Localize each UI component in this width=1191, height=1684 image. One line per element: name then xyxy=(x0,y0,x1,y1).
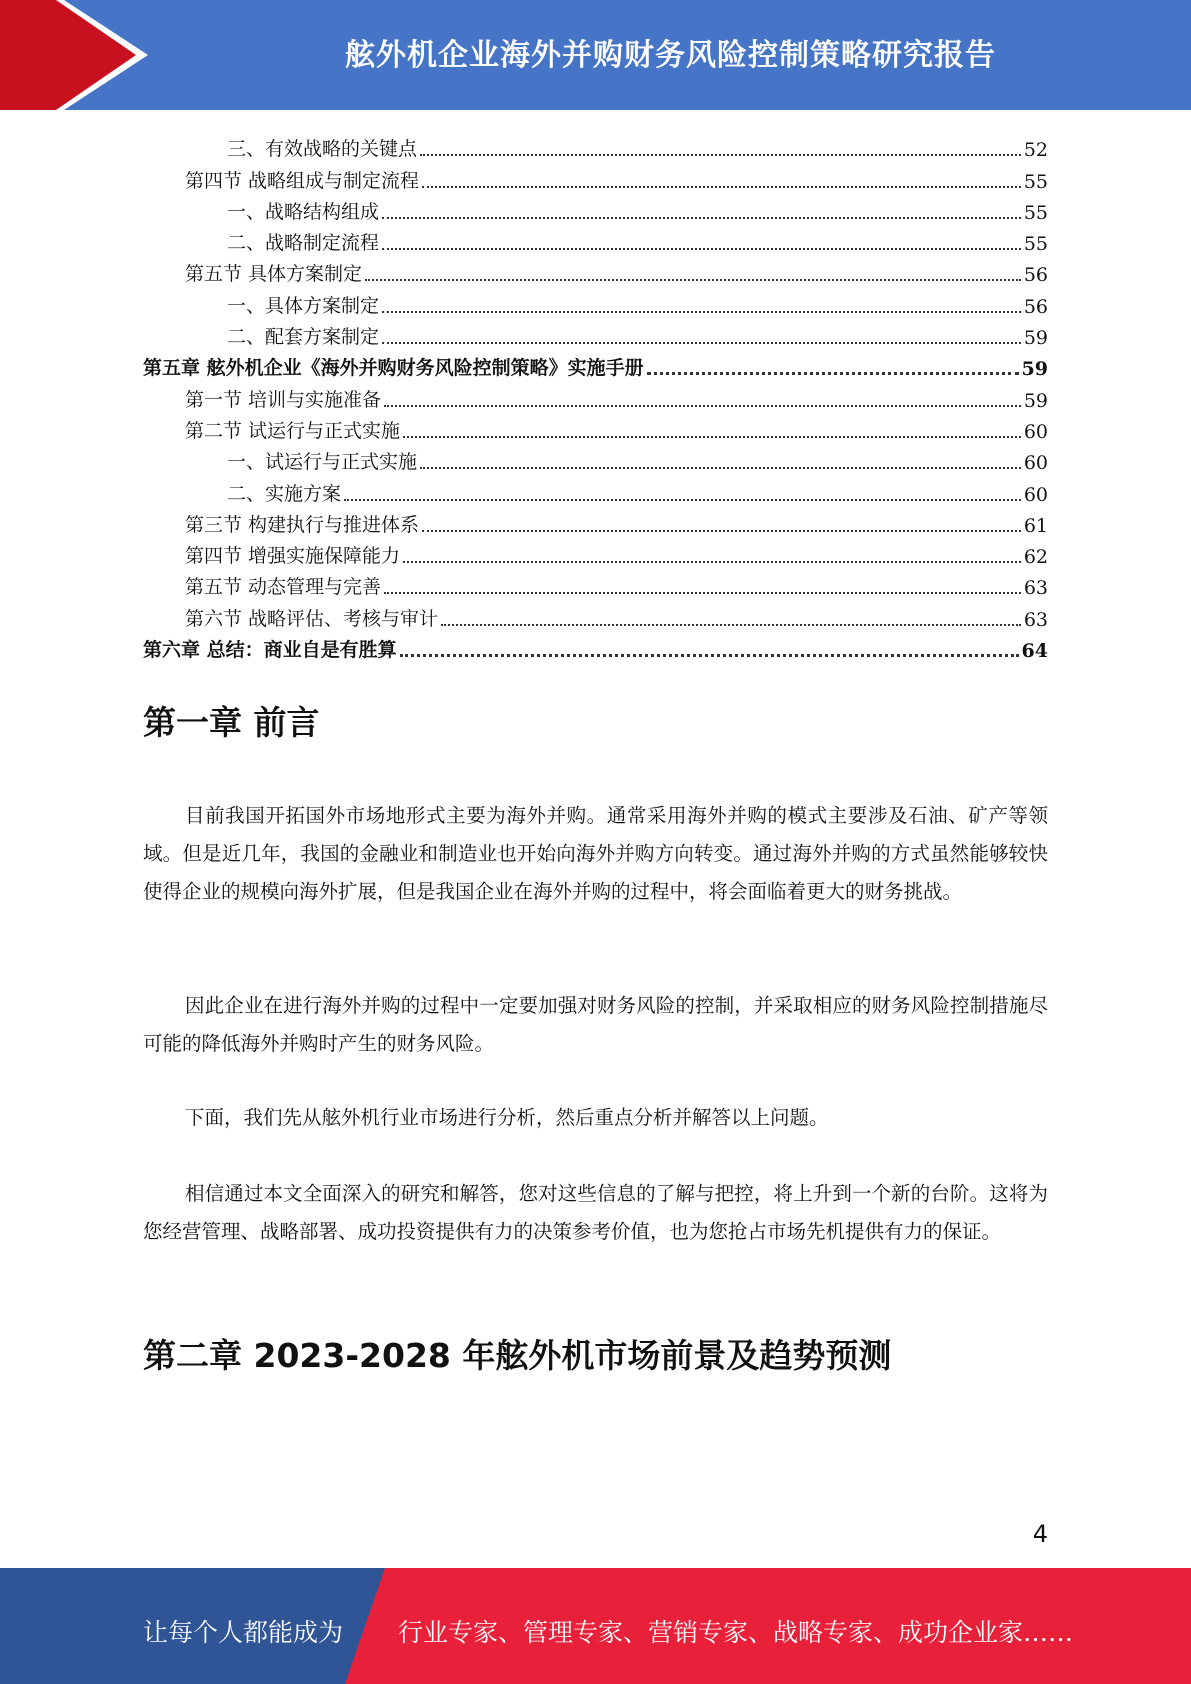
toc-entry[interactable] xyxy=(143,130,1048,161)
toc-entry-page: 59 xyxy=(1023,389,1048,412)
table-of-contents xyxy=(143,130,1048,662)
toc-entry-label: 第六节 战略评估、考核与审计 xyxy=(185,607,439,630)
toc-entry-page: 60 xyxy=(1023,452,1048,475)
page-header xyxy=(0,0,1191,110)
toc-dot-leader xyxy=(382,311,1021,313)
toc-entry-page: 60 xyxy=(1023,483,1048,506)
toc-dot-leader xyxy=(420,154,1021,156)
chapter-1-paragraph-3: 下面，我们先从舷外机行业市场进行分析，然后重点分析并解答以上问题。 xyxy=(185,1106,829,1129)
toc-entry[interactable] xyxy=(143,568,1048,599)
toc-dot-leader xyxy=(382,248,1021,250)
toc-entry[interactable] xyxy=(143,412,1048,443)
toc-entry-label: 一、具体方案制定 xyxy=(227,294,380,317)
toc-entry-label: 第三节 构建执行与推进体系 xyxy=(185,513,420,536)
toc-dot-leader xyxy=(441,624,1021,626)
chapter-1-paragraph-2: 因此企业在进行海外并购的过程中一定要加强对财务风险的控制，并采取相应的财务风险控制措施尽可能的降低海外并购时产生的财务风险。 xyxy=(143,994,1048,1055)
toc-dot-leader xyxy=(647,372,1019,375)
toc-entry-label: 一、试运行与正式实施 xyxy=(227,451,418,474)
toc-entry-label: 二、战略制定流程 xyxy=(227,232,380,255)
toc-entry-label: 第五节 动态管理与完善 xyxy=(185,576,382,599)
toc-entry-page: 55 xyxy=(1023,201,1048,224)
toc-entry-page: 56 xyxy=(1023,264,1048,287)
chapter-2-heading: 第二章 2023-2028 年舷外机市场前景及趋势预测 xyxy=(143,1336,892,1375)
toc-entry-label: 第五章 舷外机企业《海外并购财务风险控制策略》实施手册 xyxy=(143,357,644,380)
footer-slogan-left: 让每个人都能成为 xyxy=(143,1618,344,1647)
toc-dot-leader xyxy=(365,279,1021,281)
toc-entry-page: 56 xyxy=(1023,295,1048,318)
toc-entry[interactable] xyxy=(143,599,1048,630)
chapter-1-heading: 第一章 前言 xyxy=(143,703,320,742)
toc-entry-page: 59 xyxy=(1021,358,1048,381)
toc-entry-label: 第二节 试运行与正式实施 xyxy=(185,419,401,442)
header-arrow-graphic xyxy=(0,0,160,110)
toc-entry[interactable] xyxy=(143,224,1048,255)
toc-entry[interactable] xyxy=(143,318,1048,349)
toc-entry[interactable] xyxy=(143,506,1048,537)
toc-entry-page: 55 xyxy=(1023,233,1048,256)
toc-entry-label: 第五节 具体方案制定 xyxy=(185,263,363,286)
toc-entry-label: 二、配套方案制定 xyxy=(227,326,380,349)
chapter-1-paragraph-4: 相信通过本文全面深入的研究和解答，您对这些信息的了解与把控，将上升到一个新的台阶。这将为您经营管理、战略部署、成功投资提供有力的决策参考价值，也为您抢占市场先机提供有力的保证。 xyxy=(143,1182,1048,1243)
toc-dot-leader xyxy=(344,499,1021,501)
page-footer xyxy=(0,1568,1191,1684)
toc-entry[interactable] xyxy=(143,474,1048,505)
toc-dot-leader xyxy=(384,405,1021,407)
toc-entry-label: 第四节 增强实施保障能力 xyxy=(185,545,401,568)
footer-slogan-right: 行业专家、管理专家、营销专家、战略专家、成功企业家…… xyxy=(398,1618,1074,1647)
toc-entry[interactable] xyxy=(143,631,1048,662)
toc-dot-leader xyxy=(422,530,1021,532)
toc-entry-label: 二、实施方案 xyxy=(227,482,342,505)
toc-dot-leader xyxy=(403,436,1021,438)
toc-entry-label: 第四节 战略组成与制定流程 xyxy=(185,169,420,192)
toc-dot-leader xyxy=(384,592,1021,594)
toc-dot-leader xyxy=(403,561,1021,563)
toc-dot-leader xyxy=(382,342,1021,344)
toc-dot-leader xyxy=(420,467,1021,469)
toc-entry-page: 61 xyxy=(1023,514,1048,537)
toc-entry-label: 一、战略结构组成 xyxy=(227,200,380,223)
toc-dot-leader xyxy=(382,217,1021,219)
toc-dot-leader xyxy=(422,186,1021,188)
toc-dot-leader xyxy=(400,654,1019,657)
page-number: 4 xyxy=(1032,1520,1048,1548)
toc-entry[interactable] xyxy=(143,537,1048,568)
toc-entry[interactable] xyxy=(143,161,1048,192)
toc-entry[interactable] xyxy=(143,255,1048,286)
toc-entry-label: 第一节 培训与实施准备 xyxy=(185,388,382,411)
toc-entry-page: 63 xyxy=(1023,608,1048,631)
toc-entry-page: 64 xyxy=(1021,640,1048,663)
toc-entry-page: 55 xyxy=(1023,170,1048,193)
toc-entry-label: 三、有效战略的关键点 xyxy=(227,138,418,161)
toc-entry-page: 62 xyxy=(1023,546,1048,569)
toc-entry-label: 第六章 总结：商业自是有胜算 xyxy=(143,639,397,662)
toc-entry-page: 63 xyxy=(1023,577,1048,600)
toc-entry[interactable] xyxy=(143,380,1048,411)
toc-entry-page: 52 xyxy=(1023,139,1048,162)
header-title: 舷外机企业海外并购财务风险控制策略研究报告 xyxy=(345,38,996,73)
toc-entry[interactable] xyxy=(143,286,1048,317)
chapter-1-paragraph-1: 目前我国开拓国外市场地形式主要为海外并购。通常采用海外并购的模式主要涉及石油、矿产等领域。但是近几年，我国的金融业和制造业也开始向海外并购方向转变。通过海外并购的方式虽然能够较快使得企业的规模向海外扩展，但是我国企业在海外并购的过程中，将会面临着更大的财务挑战。 xyxy=(143,804,1048,903)
toc-entry-page: 59 xyxy=(1023,327,1048,350)
toc-entry[interactable] xyxy=(143,443,1048,474)
toc-entry-page: 60 xyxy=(1023,420,1048,443)
toc-entry[interactable] xyxy=(143,193,1048,224)
toc-entry[interactable] xyxy=(143,349,1048,380)
